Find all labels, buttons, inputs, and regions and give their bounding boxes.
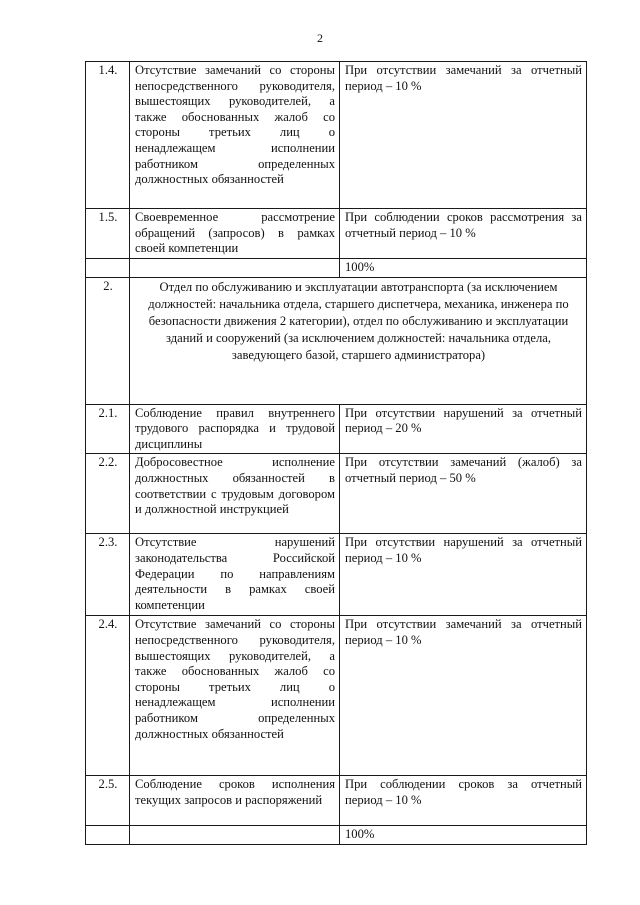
row-description: Добросовестное исполнение должностных обязанностей в соответствии с трудовым договором и должностной инструкцией	[130, 454, 340, 534]
total-value: 100%	[340, 259, 587, 278]
row-number: 2.3.	[86, 534, 130, 616]
section-header-row	[86, 277, 587, 404]
table-row	[86, 209, 587, 259]
row-criterion: При отсутствии нарушений за отчетный период – 10 %	[340, 534, 587, 616]
row-criterion: При отсутствии замечаний за отчетный период – 10 %	[340, 616, 587, 776]
table-row	[86, 616, 587, 776]
total-row	[86, 259, 587, 278]
row-number: 1.4.	[86, 62, 130, 209]
row-number: 1.5.	[86, 209, 130, 259]
row-description: Соблюдение сроков исполнения текущих запросов и распоряжений	[130, 776, 340, 826]
total-empty-cell	[130, 259, 340, 278]
section-title: Отдел по обслуживанию и эксплуатации автотранспорта (за исключением должностей: начальника отдела, старшего диспетчера, механика, инженера по безопасности движения 2 категории), отдел по обслуживанию и эксплуатации зданий и сооружений (за исключением должностей: начальника отдела, заведующего базой, старшего администратора)	[130, 277, 587, 404]
row-description: Соблюдение правил внутреннего трудового распорядка и трудовой дисциплины	[130, 404, 340, 454]
table-row	[86, 776, 587, 826]
row-criterion: При соблюдении сроков рассмотрения за отчетный период – 10 %	[340, 209, 587, 259]
page-number: 2	[317, 31, 323, 45]
criteria-table	[85, 61, 587, 845]
row-criterion: При соблюдении сроков за отчетный период – 10 %	[340, 776, 587, 826]
table-row	[86, 62, 587, 209]
total-empty-cell	[86, 259, 130, 278]
table-row	[86, 404, 587, 454]
total-empty-cell	[86, 826, 130, 845]
row-criterion: При отсутствии нарушений за отчетный период – 20 %	[340, 404, 587, 454]
row-description: Своевременное рассмотрение обращений (запросов) в рамках своей компетенции	[130, 209, 340, 259]
row-criterion: При отсутствии замечаний (жалоб) за отчетный период – 50 %	[340, 454, 587, 534]
table-row	[86, 534, 587, 616]
total-row	[86, 826, 587, 845]
section-number: 2.	[86, 277, 130, 404]
row-number: 2.1.	[86, 404, 130, 454]
row-number: 2.2.	[86, 454, 130, 534]
table-row	[86, 454, 587, 534]
total-empty-cell	[130, 826, 340, 845]
row-number: 2.5.	[86, 776, 130, 826]
row-number: 2.4.	[86, 616, 130, 776]
row-description: Отсутствие нарушений законодательства Российской Федерации по направлениям деятельности в рамках своей компетенции	[130, 534, 340, 616]
total-value: 100%	[340, 826, 587, 845]
row-description: Отсутствие замечаний со стороны непосредственного руководителя, вышестоящих руководителей, а также обоснованных жалоб со стороны третьих лиц о ненадлежащем исполнении работником определенных должностных обязанностей	[130, 62, 340, 209]
row-description: Отсутствие замечаний со стороны непосредственного руководителя, вышестоящих руководителей, а также обоснованных жалоб со стороны третьих лиц о ненадлежащем исполнении работником определенных должностных обязанностей	[130, 616, 340, 776]
row-criterion: При отсутствии замечаний за отчетный период – 10 %	[340, 62, 587, 209]
